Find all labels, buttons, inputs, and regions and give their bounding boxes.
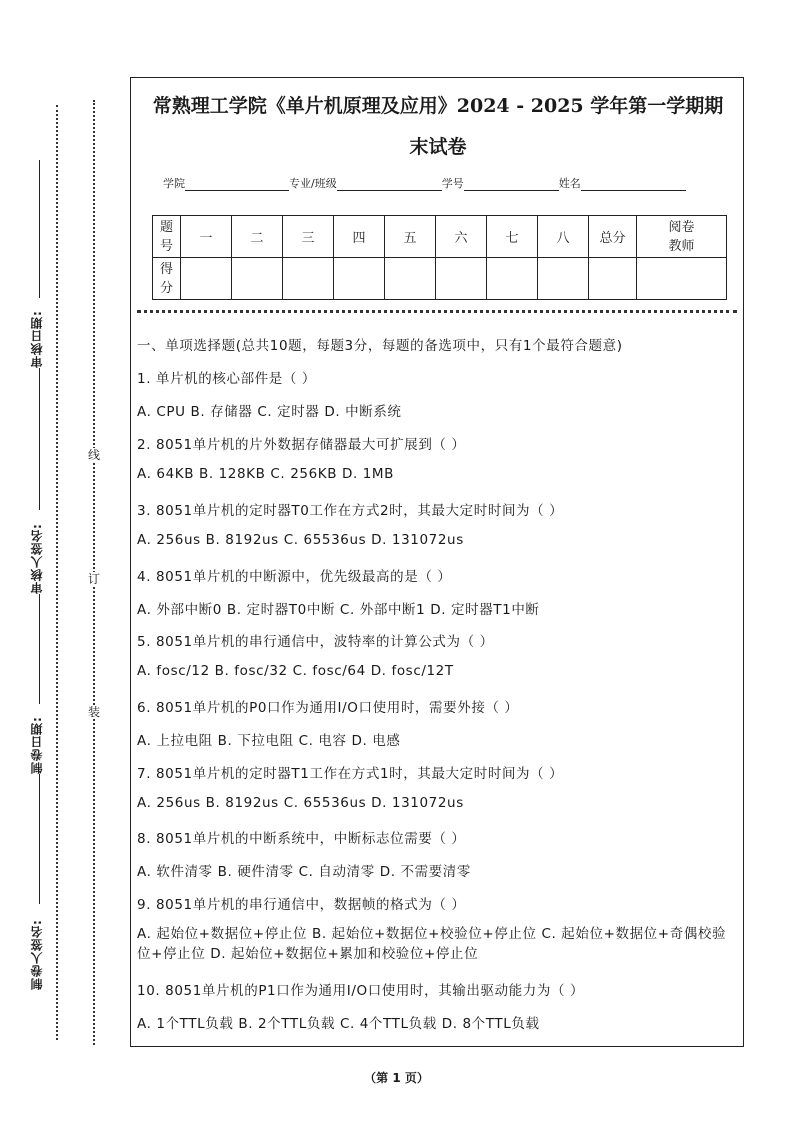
- question-4-options: A. 外部中断0 B. 定时器T0中断 C. 外部中断1 D. 定时器T1中断: [137, 602, 540, 618]
- question-7: 7. 8051单片机的定时器T1工作在方式1时，其最大定时时间为（ ）: [137, 766, 564, 782]
- exam-frame: [130, 77, 744, 1047]
- binding-char-bind: 订: [87, 572, 100, 586]
- question-9-options: A. 起始位+数据位+停止位 B. 起始位+数据位+校验位+停止位 C. 起始位+数据位+奇偶校验位+停止位 D. 起始位+数据位+累加和校验位+停止位: [137, 926, 727, 962]
- score-table: [152, 215, 727, 300]
- score-header-cell: 七: [487, 216, 538, 258]
- score-header-cell: 五: [385, 216, 436, 258]
- margin-label-maker-signature: 制卷人签名:: [30, 919, 44, 990]
- question-8-options: A. 软件清零 B. 硬件清零 C. 自动清零 D. 不需要清零: [137, 864, 471, 880]
- score-cell[interactable]: [283, 258, 334, 300]
- score-cell-total[interactable]: [589, 258, 637, 300]
- question-3-options: A. 256us B. 8192us C. 65536us D. 131072us: [137, 532, 464, 548]
- question-10: 10. 8051单片机的P1口作为通用I/O口使用时，其输出驱动能力为（ ）: [137, 983, 585, 999]
- score-header-cell: 四: [334, 216, 385, 258]
- score-header-cell: 六: [436, 216, 487, 258]
- score-cell[interactable]: [436, 258, 487, 300]
- score-cell[interactable]: [487, 258, 538, 300]
- exam-title-line1: 常熟理工学院《单片机原理及应用》2024 - 2025 学年第一学期期: [152, 95, 724, 117]
- binding-char-pack: 装: [87, 705, 100, 719]
- question-7-options: A. 256us B. 8192us C. 65536us D. 131072us: [137, 795, 464, 811]
- margin-dotted-line-left: [56, 105, 58, 1040]
- margin-line-2: [39, 368, 40, 510]
- margin-line-3: [39, 594, 40, 704]
- section-heading: 一、单项选择题(总共10题，每题3分，每题的备选项中，只有1个最符合题意): [137, 338, 623, 354]
- score-row-label: 得 分: [153, 258, 181, 300]
- score-table-header-row: [153, 216, 727, 258]
- question-1: 1. 单片机的核心部件是（ ）: [137, 371, 316, 387]
- score-cell[interactable]: [181, 258, 232, 300]
- field-label-college: 学院: [163, 177, 185, 190]
- question-6-options: A. 上拉电阻 B. 下拉电阻 C. 电容 D. 电感: [137, 733, 401, 749]
- question-2: 2. 8051单片机的片外数据存储器最大可扩展到（ ）: [137, 437, 466, 453]
- field-label-major-class: 专业/班级: [289, 177, 337, 190]
- question-4: 4. 8051单片机的中断源中，优先级最高的是（ ）: [137, 569, 452, 585]
- question-5: 5. 8051单片机的串行通信中，波特率的计算公式为（ ）: [137, 634, 494, 650]
- margin-line-4: [39, 774, 40, 904]
- score-header-cell: 一: [181, 216, 232, 258]
- student-info-row: [163, 175, 686, 191]
- score-header-cell: 八: [538, 216, 589, 258]
- question-2-options: A. 64KB B. 128KB C. 256KB D. 1MB: [137, 466, 395, 482]
- score-header-label: 题 号: [153, 216, 181, 258]
- field-blank-major-class[interactable]: [337, 178, 442, 191]
- margin-label-review-date: 审核日期:: [30, 310, 44, 368]
- field-blank-college[interactable]: [185, 178, 289, 191]
- dotted-separator: [137, 310, 737, 313]
- margin-line-1: [39, 160, 40, 298]
- margin-label-make-date: 制卷日期:: [30, 716, 44, 774]
- score-header-cell: 三: [283, 216, 334, 258]
- field-label-student-id: 学号: [441, 177, 464, 190]
- score-cell[interactable]: [334, 258, 385, 300]
- field-blank-student-id[interactable]: [464, 178, 559, 191]
- page-number: （第 1 页）: [364, 1071, 429, 1085]
- score-header-grader: 阅卷 教师: [637, 216, 727, 258]
- field-label-name: 姓名: [558, 177, 581, 190]
- question-9: 9. 8051单片机的串行通信中，数据帧的格式为（ ）: [137, 897, 466, 913]
- field-blank-name[interactable]: [581, 178, 686, 191]
- score-table-score-row: [153, 258, 727, 300]
- score-cell[interactable]: [538, 258, 589, 300]
- question-10-options: A. 1个TTL负载 B. 2个TTL负载 C. 4个TTL负载 D. 8个TTL负载: [137, 1016, 540, 1032]
- question-6: 6. 8051单片机的P0口作为通用I/O口使用时，需要外接（ ）: [137, 700, 519, 716]
- score-cell[interactable]: [232, 258, 283, 300]
- binding-char-line: 线: [87, 448, 100, 462]
- score-cell[interactable]: [385, 258, 436, 300]
- exam-title-line2: 末试卷: [409, 136, 467, 158]
- score-header-total: 总分: [589, 216, 637, 258]
- score-header-cell: 二: [232, 216, 283, 258]
- question-1-options: A. CPU B. 存储器 C. 定时器 D. 中断系统: [137, 404, 402, 420]
- question-8: 8. 8051单片机的中断系统中，中断标志位需要（ ）: [137, 831, 466, 847]
- question-5-options: A. fosc/12 B. fosc/32 C. fosc/64 D. fosc/12T: [137, 663, 454, 679]
- margin-label-reviewer-signature: 审核人签名:: [30, 523, 44, 594]
- score-cell-grader[interactable]: [637, 258, 727, 300]
- question-3: 3. 8051单片机的定时器T0工作在方式2时，其最大定时时间为（ ）: [137, 503, 564, 519]
